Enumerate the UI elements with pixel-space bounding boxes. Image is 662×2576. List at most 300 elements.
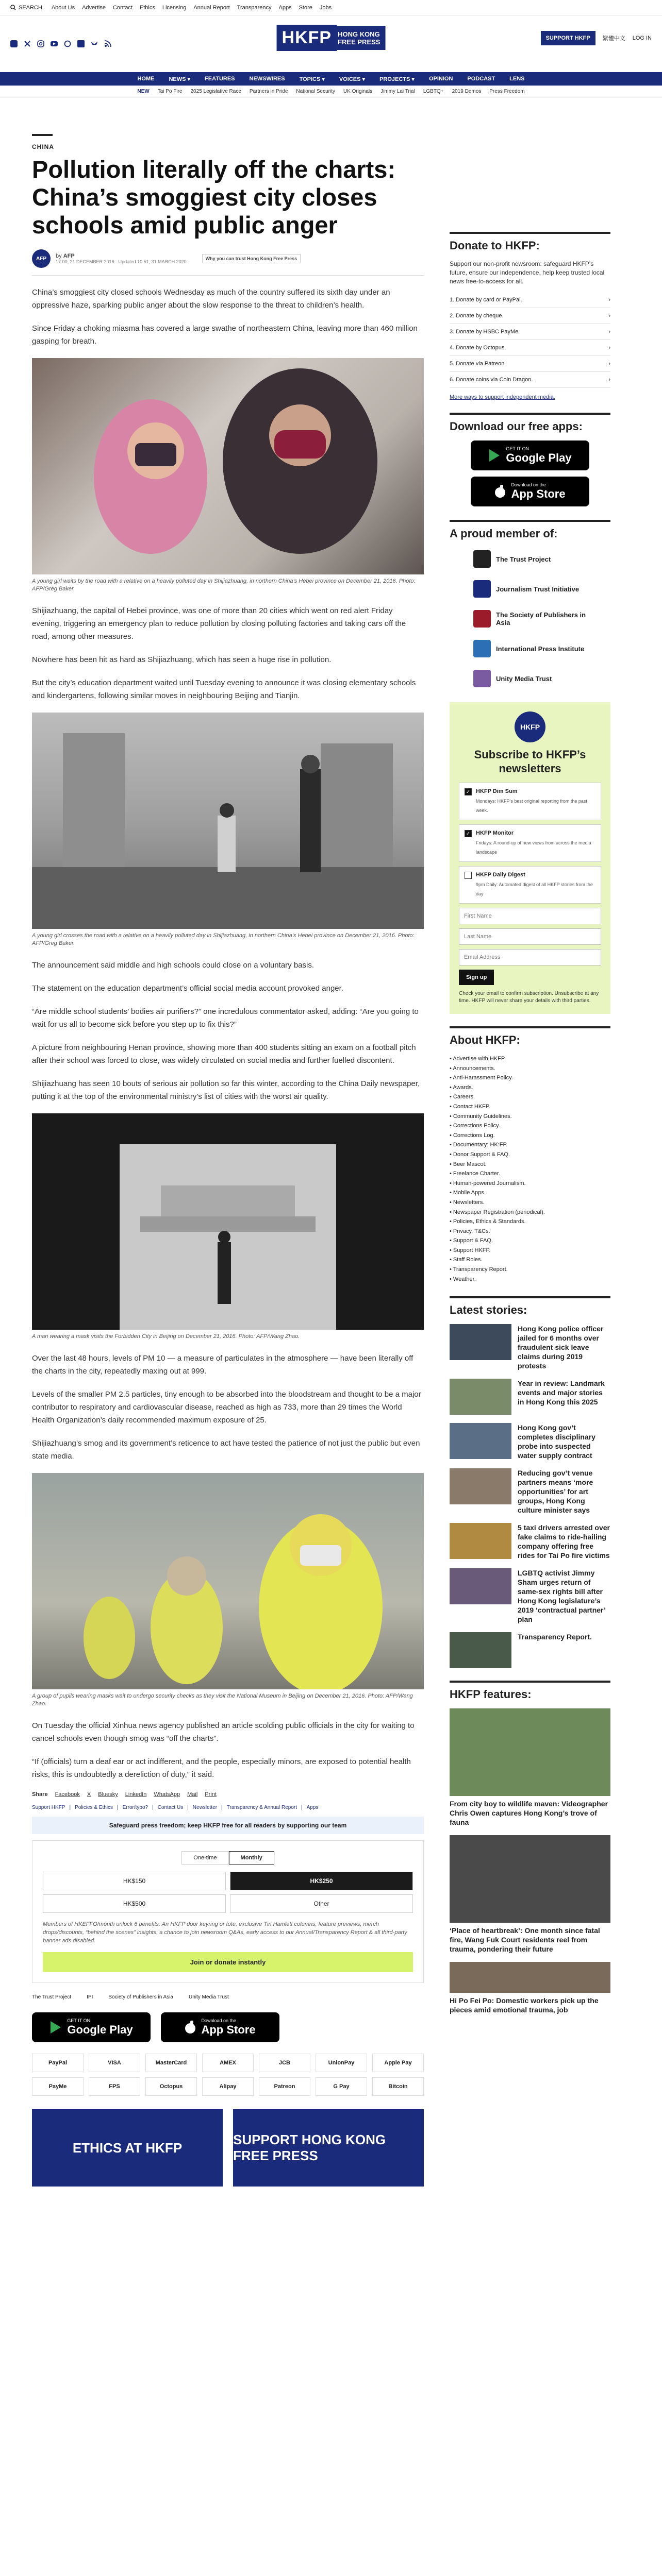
trending-link[interactable]: LGBTQ+ — [423, 89, 444, 94]
footer-link[interactable]: Support HKFP — [32, 1805, 65, 1810]
photo-caption: A group of pupils wearing masks wait to undergo security checks as they visit the National Museum in Beijing on December 21, 2016. Photo: AFP/Wang Zhao. — [32, 1693, 413, 1707]
newsletter-option[interactable] — [459, 824, 601, 862]
article-paragraph: “Are middle school students’ bodies air purifiers?” one incredulous commentator asked, adding: “Are you going to wait for us all to become sick before you step up to fix this?” — [32, 1007, 419, 1029]
store-line-1: Download on the — [201, 2018, 236, 2023]
support-promo[interactable]: SUPPORT HONG KONG FREE PRESS — [233, 2109, 424, 2187]
donation-widget — [32, 1840, 424, 1983]
about-link[interactable]: • Freelance Charter. — [450, 1169, 610, 1179]
member-logo-icon — [473, 640, 491, 657]
donate-option[interactable] — [450, 372, 610, 388]
apple-icon — [185, 2021, 196, 2034]
feature-title[interactable]: Hi Po Fei Po: Domestic workers pick up the pieces amid emotional trauma, job — [450, 1996, 599, 2014]
donate-option-label: 4. Donate by Octopus. — [450, 345, 506, 351]
trending-links — [158, 89, 525, 94]
story-title[interactable]: LGBTQ activist Jimmy Sham urges return of same-sex rights bill after Hong Kong legislature’s 2019 ‘contractual partner’ plan — [518, 1569, 606, 1624]
newsletter-options — [459, 783, 601, 904]
nav-item[interactable]: TOPICS ▾ — [299, 76, 325, 82]
site-logo[interactable] — [277, 25, 386, 51]
photo-illustration — [32, 358, 424, 574]
latest-story[interactable] — [450, 1632, 610, 1668]
nav-item[interactable]: NEWS ▾ — [169, 76, 191, 82]
store-line-1: GET IT ON — [506, 446, 529, 451]
donate-option-label: 2. Donate by cheque. — [450, 313, 504, 319]
about-link[interactable]: • Awards. — [450, 1083, 610, 1093]
photo-illustration — [32, 1473, 424, 1689]
amount-options — [43, 1872, 413, 1913]
newsletter-option-title: HKFP Monitor — [476, 830, 514, 836]
nav-item[interactable]: LENS — [509, 76, 525, 82]
photo-caption: A young girl waits by the road with a relative on a heavily polluted day in Shijiazhuang, in northern China’s Hebei province on December 21, 2016. Photo: AFP/Greg Baker. — [32, 578, 416, 592]
payment-method-logo: UnionPay — [316, 2054, 367, 2072]
logo-mark: HKFP — [277, 25, 337, 51]
story-title[interactable]: Year in review: Landmark events and major stories in Hong Kong this 2025 — [518, 1379, 605, 1406]
amount-option-other[interactable]: Other — [230, 1894, 413, 1913]
chevron-right-icon: › — [608, 329, 610, 335]
utility-link[interactable]: Advertise — [82, 4, 106, 11]
nav-item[interactable]: PROJECTS ▾ — [379, 76, 415, 82]
bottom-app-stores — [32, 2012, 424, 2042]
share-mail[interactable]: Mail — [187, 1791, 198, 1798]
newsletter-option[interactable] — [459, 783, 601, 820]
utility-link[interactable]: Annual Report — [193, 4, 230, 11]
about-link[interactable]: • Transparency Report. — [450, 1265, 610, 1275]
donate-option[interactable] — [450, 292, 610, 308]
feature-story[interactable] — [450, 1835, 610, 1954]
story-title[interactable]: 5 taxi drivers arrested over fake claims to ride-hailing company offering free rides for Tai Po fire victims — [518, 1523, 610, 1560]
about-links — [450, 1054, 610, 1284]
latest-story[interactable] — [450, 1568, 610, 1624]
payment-method-logo: JCB — [259, 2054, 310, 2072]
newsletter-option-desc: Fridays: A round-up of new views from across the media landscape — [476, 840, 591, 855]
about-link[interactable]: • Human-powered Journalism. — [450, 1179, 610, 1189]
latest-title: Latest stories: — [450, 1296, 610, 1317]
story-thumbnail[interactable] — [450, 1632, 511, 1668]
member-logo[interactable] — [473, 607, 587, 630]
article-category[interactable]: CHINA — [32, 143, 54, 150]
separator: | — [187, 1805, 189, 1810]
member-logo-name: The Society of Publishers in Asia — [496, 611, 586, 626]
separator: | — [301, 1805, 303, 1810]
payment-method-logo: Octopus — [145, 2077, 197, 2096]
member-logo[interactable] — [473, 667, 587, 690]
latest-story[interactable] — [450, 1324, 610, 1370]
chevron-right-icon: › — [608, 361, 610, 367]
trending-bar — [0, 86, 662, 98]
about-link[interactable]: • Mobile Apps. — [450, 1188, 610, 1198]
membership-note: Members of HKEFFO/month unlock 6 benefits: An HKFP door keyring or tote, exclusive Tin Hamlett columns, feature previews, merch drops/discounts, “behind the scenes” insights, a chance to join newsroom Q&As, early access to our Annual/Transparency Report & all third-party banner ads disabled. — [43, 1921, 407, 1944]
author-avatar[interactable]: AFP — [32, 249, 51, 268]
search-icon — [10, 5, 16, 10]
donate-option-label: 6. Donate coins via Coin Dragon. — [450, 377, 533, 383]
article-paragraph: Shijiazhuang’s smog and its government’s reticence to act have tested the patience of not just the public but even state media. — [32, 1439, 420, 1461]
about-link[interactable]: • Newsletters. — [450, 1198, 610, 1208]
store-line-2: App Store — [511, 487, 566, 500]
feature-story[interactable] — [450, 1962, 610, 2014]
amount-option[interactable]: HK$500 — [43, 1894, 226, 1913]
share-bluesky[interactable]: Bluesky — [98, 1791, 118, 1798]
payment-method-logo: VISA — [89, 2054, 140, 2072]
photo-caption: A young girl crosses the road with a relative on a heavily polluted day in Shijiazhuang, in northern China’s Hebei province on December 21, 2016. Photo: AFP/Greg Baker. — [32, 933, 415, 946]
utility-link[interactable]: Ethics — [139, 4, 155, 11]
logo-wordmark — [337, 26, 385, 50]
article-paragraph: A picture from neighbouring Henan province, showing more than 400 students sitting an exam on a football pitch after their school was forced to close, was widely circulated on social media and further fuelled discontent. — [32, 1043, 416, 1065]
nav-item[interactable]: FEATURES — [205, 76, 235, 82]
store-line-2: App Store — [201, 2023, 256, 2036]
feature-thumbnail[interactable] — [450, 1962, 610, 1993]
amount-option[interactable]: HK$150 — [43, 1872, 226, 1890]
store-line-2: Google Play — [67, 2023, 133, 2036]
byline — [32, 249, 424, 268]
payment-method-logo: MasterCard — [145, 2054, 197, 2072]
newsletter-option-title: HKFP Dim Sum — [476, 788, 518, 794]
utility-link[interactable]: About Us — [51, 4, 75, 11]
separator: | — [221, 1805, 223, 1810]
share-x[interactable]: X — [87, 1791, 91, 1798]
payment-method-logo: Apple Pay — [372, 2054, 424, 2072]
google-play-icon — [488, 449, 501, 462]
about-title: About HKFP: — [450, 1026, 610, 1047]
separator: | — [117, 1805, 119, 1810]
about-link[interactable]: • Announcements. — [450, 1064, 610, 1074]
facebook-icon[interactable] — [10, 40, 18, 47]
newsletter-option-text — [476, 788, 595, 815]
member-logos — [450, 548, 610, 690]
photo-pupils-in-masks[interactable] — [32, 1473, 424, 1689]
newsletter-badge: HKFP — [515, 711, 545, 742]
donate-text: Support our non-profit newsroom: safeguard HKFP’s future, ensure our independence, help keep trusted local news free-to-access for all. — [450, 260, 605, 285]
utility-link[interactable]: Licensing — [162, 4, 187, 11]
newsletter-signup — [450, 702, 610, 1014]
article-paragraph: On Tuesday the official Xinhua news agency published an article scolding public officials in the city for waiting to cancel schools even though smog was “off the charts”. — [32, 1721, 415, 1743]
about-link[interactable]: • Privacy, T&Cs. — [450, 1227, 610, 1236]
donate-title: Donate to HKFP: — [450, 232, 610, 252]
utility-link[interactable]: Store — [299, 4, 312, 11]
promo-banners — [32, 2109, 424, 2187]
nav-item[interactable]: PODCAST — [467, 76, 495, 82]
photo-illustration — [32, 713, 424, 929]
top-utility-bar — [0, 0, 662, 15]
member-logo[interactable] — [473, 578, 587, 600]
article-figure — [32, 713, 424, 947]
article-paragraph: Shijiazhuang has seen 10 bouts of serious air pollution so far this winter, according to the China Daily newspaper, putting it at the top of the environmental ministry’s list of cities with the worst air quality. — [32, 1079, 420, 1101]
story-title[interactable]: Transparency Report. — [518, 1633, 592, 1641]
language-switch[interactable]: 繁體中文 — [602, 36, 625, 42]
story-thumbnail[interactable] — [450, 1468, 511, 1504]
story-title[interactable]: Reducing gov’t venue partners means ‘more opportunities’ for art groups, Hong Kong culture minister says — [518, 1469, 593, 1515]
checkbox[interactable] — [465, 872, 472, 879]
donate-options — [450, 292, 610, 388]
store-line-1: GET IT ON — [67, 2018, 91, 2023]
linkedin-icon[interactable] — [77, 40, 85, 47]
share-label: Share — [32, 1791, 48, 1798]
article-paragraph: But the city’s education department waited until Tuesday evening to announce it was closing elementary schools and kindergartens, following similar moves in neighbouring Beijing and Tianjin. — [32, 679, 416, 700]
publish-dates: 17:00, 21 DECEMBER 2016 · Updated 10:51, 31 MARCH 2020 — [56, 259, 187, 264]
member-logo-name: International Press Institute — [496, 645, 585, 653]
payment-methods — [32, 2054, 424, 2096]
sidebar — [450, 232, 610, 2023]
about-link[interactable]: • Advertise with HKFP. — [450, 1054, 610, 1064]
social-icons — [10, 40, 111, 47]
article-paragraph: Levels of the smaller PM 2.5 particles, tiny enough to be absorbed into the bloodstream and thought to be a major contributor to respiratory and cardiovascular disease, reached as high as 733, more than 29 times the World Health Organization’s daily recommended maximum exposure of 25. — [32, 1390, 421, 1425]
donate-option-label: 3. Donate by HSBC PayMe. — [450, 329, 520, 335]
photo-caption: A man wearing a mask visits the Forbidden City in Beijing on December 21, 2016. Photo: AFP/Wang Zhao. — [32, 1333, 300, 1340]
story-title[interactable]: Hong Kong gov’t completes disciplinary probe into suspected water supply contract — [518, 1423, 595, 1460]
features-title: HKFP features: — [450, 1681, 610, 1701]
donate-option-label: 1. Donate by card or PayPal. — [450, 297, 522, 303]
donate-option[interactable] — [450, 308, 610, 324]
payment-method-logo: AMEX — [202, 2054, 254, 2072]
more-ways-link[interactable]: More ways to support independent media. — [450, 394, 555, 400]
article-figure — [32, 358, 424, 593]
new-badge: NEW — [137, 89, 150, 94]
newsletter-option-title: HKFP Daily Digest — [476, 872, 525, 878]
payment-method-logo: PayMe — [32, 2077, 84, 2096]
about-link[interactable]: • Community Guidelines. — [450, 1112, 610, 1122]
footer-link[interactable]: Contact Us — [157, 1805, 184, 1810]
about-link[interactable]: • Corrections Policy. — [450, 1121, 610, 1131]
by-prefix: by — [56, 253, 62, 259]
member-logo[interactable] — [473, 637, 587, 660]
trending-link[interactable]: Partners in Pride — [249, 89, 288, 94]
press-freedom-banner[interactable]: Safeguard press freedom; keep HKFP free for all readers by supporting our team — [32, 1817, 424, 1834]
partner-logo[interactable]: IPI — [87, 1994, 93, 2000]
photo-girl-with-relative[interactable] — [32, 358, 424, 574]
feature-story[interactable] — [450, 1708, 610, 1827]
logo-line-1: HONG KONG — [338, 30, 380, 38]
newsletter-note: Check your email to confirm subscription. Unsubscribe at any time. HKFP will never share your details with third parties. — [459, 991, 599, 1004]
trending-link[interactable]: Press Freedom — [489, 89, 525, 94]
nav-item[interactable]: NEWSWIRES — [249, 76, 285, 82]
app-store-badge[interactable] — [161, 2012, 279, 2042]
utility-link[interactable]: Jobs — [319, 4, 332, 11]
footer-link[interactable]: Error/typo? — [122, 1805, 148, 1810]
search-button[interactable] — [10, 5, 42, 11]
utility-link[interactable]: Contact — [112, 4, 133, 11]
newsletter-option-text — [476, 872, 595, 898]
share-linkedin[interactable]: LinkedIn — [125, 1791, 147, 1798]
store-line-1: Download on the — [511, 482, 546, 487]
threads-icon[interactable] — [64, 40, 71, 47]
article-paragraph: Nowhere has been hit as hard as Shijiazhuang, which has seen a huge rise in pollution. — [32, 655, 332, 664]
instagram-icon[interactable] — [37, 40, 44, 47]
feature-title[interactable]: ‘Place of heartbreak’: One month since fatal fire, Wang Fuk Court residents reel from trauma, pondering their future — [450, 1926, 600, 1954]
donate-option[interactable] — [450, 356, 610, 372]
last-name-field[interactable] — [459, 928, 601, 945]
checkbox[interactable]: ✓ — [465, 830, 472, 837]
payment-method-logo: FPS — [89, 2077, 140, 2096]
youtube-icon[interactable] — [51, 40, 58, 47]
about-link[interactable]: • Donor Support & FAQ. — [450, 1150, 610, 1160]
x-icon[interactable] — [24, 40, 31, 47]
newsletter-option-text — [476, 830, 595, 856]
amount-option-selected[interactable]: HK$250 — [230, 1872, 413, 1890]
latest-story[interactable] — [450, 1423, 610, 1460]
apps-title: Download our free apps: — [450, 413, 610, 433]
newsletter-option[interactable] — [459, 866, 601, 904]
bluesky-icon[interactable] — [91, 40, 98, 47]
login-link[interactable]: LOG IN — [632, 35, 652, 41]
store-line-2: Google Play — [506, 451, 572, 464]
partner-logos — [32, 1994, 424, 2000]
search-label: SEARCH — [19, 4, 42, 11]
member-logo-icon — [473, 580, 491, 598]
partner-logo[interactable]: Unity Media Trust — [189, 1994, 229, 2000]
article-figure — [32, 1473, 424, 1708]
divider — [32, 275, 424, 276]
rss-icon[interactable] — [104, 40, 111, 47]
join-donate-button[interactable]: Join or donate instantly — [43, 1952, 413, 1972]
article-paragraph: The statement on the education department’s official social media account provoked anger. — [32, 984, 343, 993]
share-bar — [32, 1791, 424, 1798]
donate-option-label: 5. Donate via Patreon. — [450, 361, 506, 367]
footer-link[interactable]: Newsletter — [192, 1805, 218, 1810]
ethics-promo[interactable]: ETHICS AT HKFP — [32, 2109, 223, 2187]
trust-link[interactable]: Why you can trust Hong Kong Free Press — [202, 254, 301, 263]
feature-thumbnail[interactable] — [450, 1708, 610, 1796]
photo-girl-crossing-road[interactable] — [32, 713, 424, 929]
member-logo-name: Journalism Trust Initiative — [496, 585, 580, 593]
feature-title[interactable]: From city boy to wildlife maven: Videographer Chris Owen captures Hong Kong’s trove of fauna — [450, 1800, 608, 1827]
google-play-badge[interactable] — [471, 440, 589, 470]
member-logo-name: Unity Media Trust — [496, 674, 552, 683]
payment-method-logo: Alipay — [202, 2077, 254, 2096]
trending-link[interactable]: UK Originals — [343, 89, 373, 94]
nav-item[interactable]: OPINION — [428, 76, 453, 82]
about-link[interactable]: • Policies, Ethics & Standards. — [450, 1217, 610, 1227]
latest-story[interactable] — [450, 1468, 610, 1515]
checkbox[interactable]: ✓ — [465, 788, 472, 795]
about-link[interactable]: • Corrections Log. — [450, 1131, 610, 1141]
google-play-icon — [49, 2021, 62, 2034]
about-link[interactable]: • Careers. — [450, 1092, 610, 1102]
article-paragraph: Since Friday a choking miasma has covered a large swathe of northeastern China, leaving more than 460 million gasping for breath. — [32, 324, 418, 346]
nav-item[interactable]: VOICES ▾ — [339, 76, 366, 82]
trending-link[interactable]: Jimmy Lai Trial — [380, 89, 415, 94]
donate-option[interactable] — [450, 340, 610, 356]
payment-method-logo: Bitcoin — [372, 2077, 424, 2096]
article-paragraph: “If (officials) turn a deaf ear or act indifferent, and the people, especially minors, are exposed to potential health risks, this is undoubtedly a dereliction of duty,” it said. — [32, 1757, 411, 1779]
article-headline: Pollution literally off the charts: China’s smoggiest city closes schools amid public anger — [32, 156, 396, 239]
feature-stories — [450, 1708, 610, 2014]
member-logo-icon — [473, 550, 491, 568]
site-header — [0, 15, 662, 72]
about-link[interactable]: • Weather. — [450, 1275, 610, 1284]
member-title: A proud member of: — [450, 520, 610, 540]
utility-link[interactable]: Apps — [278, 4, 292, 11]
tab-one-time[interactable]: One-time — [181, 1851, 228, 1865]
article-paragraph: Shijiazhuang, the capital of Hebei province, was one of more than 20 cities which went on red alert Friday evening, triggering an emergency plan to reduce pollution by closing polluting factories and taking cars off the road, among other measures. — [32, 606, 406, 641]
story-thumbnail[interactable] — [450, 1568, 511, 1604]
share-facebook[interactable]: Facebook — [55, 1791, 80, 1798]
about-link[interactable]: • Contact HKFP. — [450, 1102, 610, 1112]
nav-item[interactable]: HOME — [137, 76, 155, 82]
article — [32, 134, 424, 2187]
about-link[interactable]: • Newspaper Registration (periodical). — [450, 1208, 610, 1217]
article-paragraph: Over the last 48 hours, levels of PM 10 — a measure of particulates in the atmosphere — have been literally off the charts in the city, repeatedly maxing out at 999. — [32, 1354, 413, 1376]
email-field[interactable] — [459, 949, 601, 965]
logo-line-2: FREE PRESS — [338, 38, 380, 46]
article-paragraph: China’s smoggiest city closed schools Wednesday as much of the country suffered its sixth day under an oppressive haze, sparking public anger about the slow response to the threat to children’s health. — [32, 288, 390, 310]
about-link[interactable]: • Support HKFP. — [450, 1246, 610, 1256]
story-thumbnail[interactable] — [450, 1423, 511, 1459]
member-logo[interactable] — [473, 548, 587, 570]
first-name-field[interactable] — [459, 908, 601, 924]
chevron-right-icon: › — [608, 297, 610, 303]
latest-stories — [450, 1324, 610, 1668]
author-name[interactable]: AFP — [63, 253, 75, 259]
app-store-badge[interactable] — [471, 477, 589, 506]
donate-option[interactable] — [450, 324, 610, 340]
footer-link[interactable]: Transparency & Annual Report — [226, 1805, 297, 1810]
story-thumbnail[interactable] — [450, 1324, 511, 1360]
article-figure — [32, 1113, 424, 1341]
footer-link[interactable]: Apps — [306, 1805, 319, 1810]
trending-link[interactable]: 2025 Legislative Race — [190, 89, 241, 94]
signup-button[interactable]: Sign up — [459, 970, 494, 985]
trending-link[interactable]: 2019 Demos — [452, 89, 482, 94]
partner-logo[interactable]: The Trust Project — [32, 1994, 72, 2000]
latest-story[interactable] — [450, 1379, 610, 1415]
story-title[interactable]: Hong Kong police officer jailed for 6 months over fraudulent sick leave claims during 2019 protests — [518, 1325, 604, 1370]
separator: | — [69, 1805, 71, 1810]
chevron-right-icon: › — [608, 313, 610, 319]
payment-method-logo: Patreon — [259, 2077, 310, 2096]
feature-thumbnail[interactable] — [450, 1835, 610, 1923]
newsletter-option-desc: 9pm Daily: Automated digest of all HKFP stories from the day — [476, 882, 593, 896]
trending-link[interactable]: Tai Po Fire — [157, 89, 183, 94]
payment-method-logo: PayPal — [32, 2054, 84, 2072]
story-thumbnail[interactable] — [450, 1379, 511, 1415]
member-logo-icon — [473, 610, 491, 628]
newsletter-option-desc: Mondays: HKFP’s best original reporting from the past week. — [476, 799, 587, 813]
payment-method-logo: G Pay — [316, 2077, 367, 2096]
photo-forbidden-city[interactable] — [32, 1113, 424, 1330]
about-link[interactable]: • Support & FAQ. — [450, 1236, 610, 1246]
photo-illustration — [32, 1113, 424, 1330]
about-link[interactable]: • Documentary: HK:FP. — [450, 1140, 610, 1150]
utility-links — [52, 5, 332, 11]
trending-link[interactable]: National Security — [296, 89, 335, 94]
frequency-toggle — [43, 1851, 413, 1865]
tab-monthly[interactable]: Monthly — [229, 1851, 274, 1865]
share-whatsapp[interactable]: WhatsApp — [154, 1791, 180, 1798]
about-link[interactable]: • Anti-Harassment Policy. — [450, 1073, 610, 1083]
about-link[interactable]: • Staff Roles. — [450, 1255, 610, 1265]
chevron-right-icon: › — [608, 345, 610, 351]
member-logo-name: The Trust Project — [496, 555, 551, 563]
share-print[interactable]: Print — [205, 1791, 217, 1798]
apple-icon — [494, 485, 506, 498]
utility-link[interactable]: Transparency — [237, 4, 272, 11]
member-logo-icon — [473, 670, 491, 687]
footer-link[interactable]: Policies & Ethics — [75, 1805, 113, 1810]
article-paragraph: The announcement said middle and high schools could close on a voluntary basis. — [32, 961, 315, 970]
newsletter-title: Subscribe to HKFP’s newsletters — [474, 748, 586, 775]
partner-logo[interactable]: Society of Publishers in Asia — [108, 1994, 173, 2000]
support-hkfp-button[interactable]: SUPPORT HKFP — [541, 31, 595, 45]
header-actions — [541, 31, 652, 45]
main-navigation — [0, 72, 662, 86]
category-rule — [32, 134, 53, 136]
separator: | — [152, 1805, 154, 1810]
story-thumbnail[interactable] — [450, 1523, 511, 1559]
latest-story[interactable] — [450, 1523, 610, 1560]
about-link[interactable]: • Beer Mascot. — [450, 1160, 610, 1170]
google-play-badge[interactable] — [32, 2012, 151, 2042]
article-footer-links — [32, 1805, 424, 1810]
chevron-right-icon: › — [608, 377, 610, 383]
byline-text — [56, 253, 187, 264]
